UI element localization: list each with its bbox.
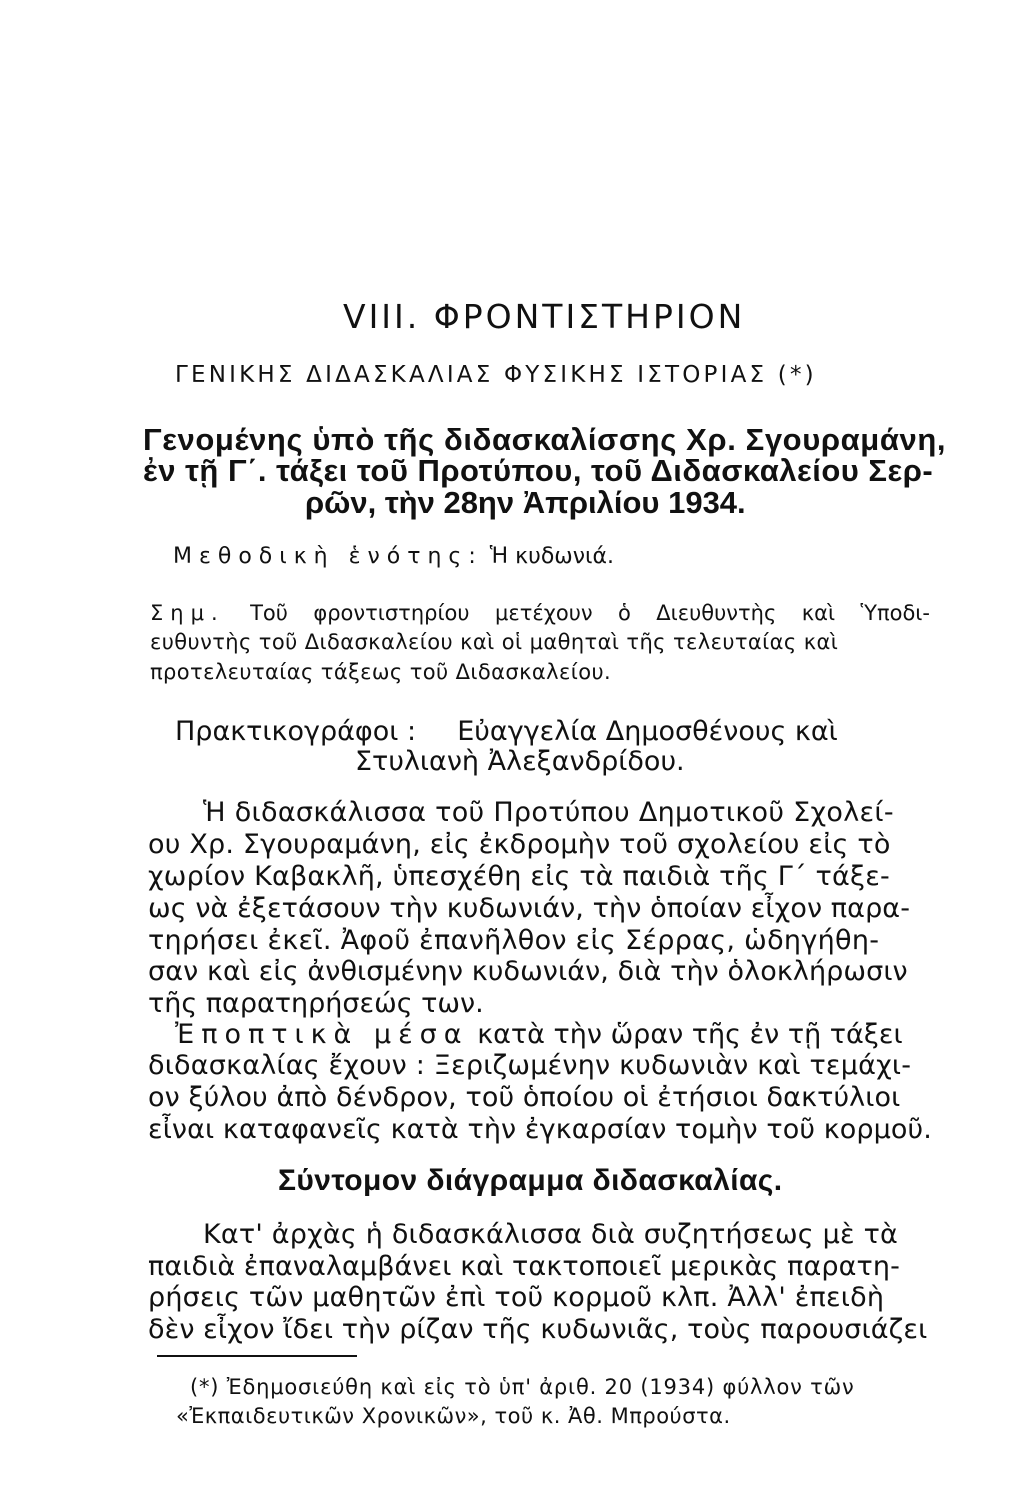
paragraph2-spaced-phrase: Ἐποπτικὰ μέσα (175, 1019, 469, 1050)
footnote-line-1: (*) Ἐδημοσιεύθη καὶ εἰς τὸ ὑπ' ἀριθ. 20 (1934) φύλλον τῶν (190, 1375, 855, 1399)
method-unit-value: Ἡ κυδωνιά. (489, 544, 614, 569)
intro-line-2: ἐν τῇ Γ΄. τάξει τοῦ Προτύπου, τοῦ Διδασκαλείου Σερ- (143, 453, 934, 488)
footnote-line-2: «Ἐκπαιδευτικῶν Χρονικῶν», τοῦ κ. Ἀθ. Μπρούστα. (176, 1404, 731, 1428)
paragraph3-line-2: παιδιὰ ἐπαναλαμβάνει καὶ τακτοποιεῖ μερικὰς παρατη- (148, 1251, 900, 1282)
recorders-line-1 (175, 718, 838, 745)
chapter-title: VIII. ΦΡΟΝΤΙΣΤΗΡΙΟΝ (343, 297, 746, 336)
paragraph2-line-3: ον ξύλου ἀπὸ δένδρον, τοῦ ὁποίου οἱ ἐτήσιοι δακτύλιοι (148, 1082, 901, 1113)
paragraph1-line-5: τηρήσει ἐκεῖ. Ἀφοῦ ἐπανῆλθον εἰς Σέρρας, ὡδηγήθη- (148, 925, 880, 956)
intro-line-1: Γενομένης ὑπὸ τῆς διδασκαλίσσης Χρ. Σγουραμάνη, (143, 422, 947, 457)
paragraph3-line-3: ρήσεις τῶν μαθητῶν ἐπὶ τοῦ κορμοῦ κλπ. Ἀλλ' ἐπειδὴ (148, 1282, 885, 1313)
note-line-2: ευθυντὴς τοῦ Διδασκαλείου καὶ οἱ μαθηταὶ τῆς τελευταίας καὶ (150, 630, 839, 654)
paragraph3-line-4: δὲν εἶχον ἴδει τὴν ρίζαν τῆς κυδωνιᾶς, τοὺς παρουσιάζει (148, 1314, 928, 1345)
paragraph1-line-7: τῆς παρατηρήσεώς των. (148, 988, 484, 1019)
paragraph1-line-3: χωρίον Καβακλῆ, ὑπεσχέθη εἰς τὰ παιδιὰ τῆς Γ΄ τάξε- (148, 861, 890, 892)
recorders-names-1: Εὐαγγελία Δημοσθένους καὶ (457, 716, 838, 747)
recorders-label: Πρακτικογράφοι : (175, 716, 417, 747)
paragraph1-line-2: ου Χρ. Σγουραμάνη, εἰς ἐκδρομὴν τοῦ σχολείου εἰς τὸ (148, 829, 891, 860)
note-line-1 (150, 603, 930, 624)
note-line-3: προτελευταίας τάξεως τοῦ Διδασκαλείου. (150, 660, 612, 684)
paragraph2-line-1-rest: κατὰ τὴν ὥραν τῆς ἐν τῇ τάξει (477, 1019, 903, 1050)
paragraph3-line-1: Κατ' ἀρχὰς ἡ διδασκάλισσα διὰ συζητήσεως μὲ τὰ (203, 1219, 899, 1250)
paragraph2-line-1 (175, 1021, 903, 1048)
recorders-line-2: Στυλιανὴ Ἀλεξανδρίδου. (355, 746, 685, 777)
paragraph2-line-4: εἶναι καταφανεῖς κατὰ τὴν ἐγκαρσίαν τομὴν τοῦ κορμοῦ. (148, 1114, 932, 1145)
paragraph1-line-1: Ἡ διδασκάλισσα τοῦ Προτύπου Δημοτικοῦ Σχολεί- (203, 797, 894, 828)
note-line-1-text: Τοῦ φροντιστηρίου μετέχουν ὁ Διευθυντὴς καὶ Ὑποδι- (250, 601, 930, 625)
section-heading: Σύντομον διάγραμμα διδασκαλίας. (278, 1164, 783, 1197)
method-unit (173, 546, 614, 568)
note-label: Σημ. (150, 601, 225, 625)
footnote-rule (157, 1355, 357, 1357)
paragraph1-line-6: σαν καὶ εἰς ἀνθισμένην κυδωνιάν, διὰ τὴν ὁλοκλήρωσιν (148, 956, 908, 987)
paragraph2-line-2: διδασκαλίας ἔχουν : Ξεριζωμένην κυδωνιὰν καὶ τεμάχι- (148, 1050, 912, 1081)
paragraph1-line-4: ως νὰ ἐξετάσουν τὴν κυδωνιάν, τὴν ὁποίαν εἶχον παρα- (148, 893, 911, 924)
method-unit-label: Μεθοδικὴ ἑνότης: (173, 544, 483, 569)
chapter-subtitle: ΓΕΝΙΚΗΣ ΔΙΔΑΣΚΑΛΙΑΣ ΦΥΣΙΚΗΣ ΙΣΤΟΡΙΑΣ (*) (175, 362, 817, 388)
intro-line-3: ρῶν, τὴν 28ην Ἀπριλίου 1934. (305, 485, 746, 520)
